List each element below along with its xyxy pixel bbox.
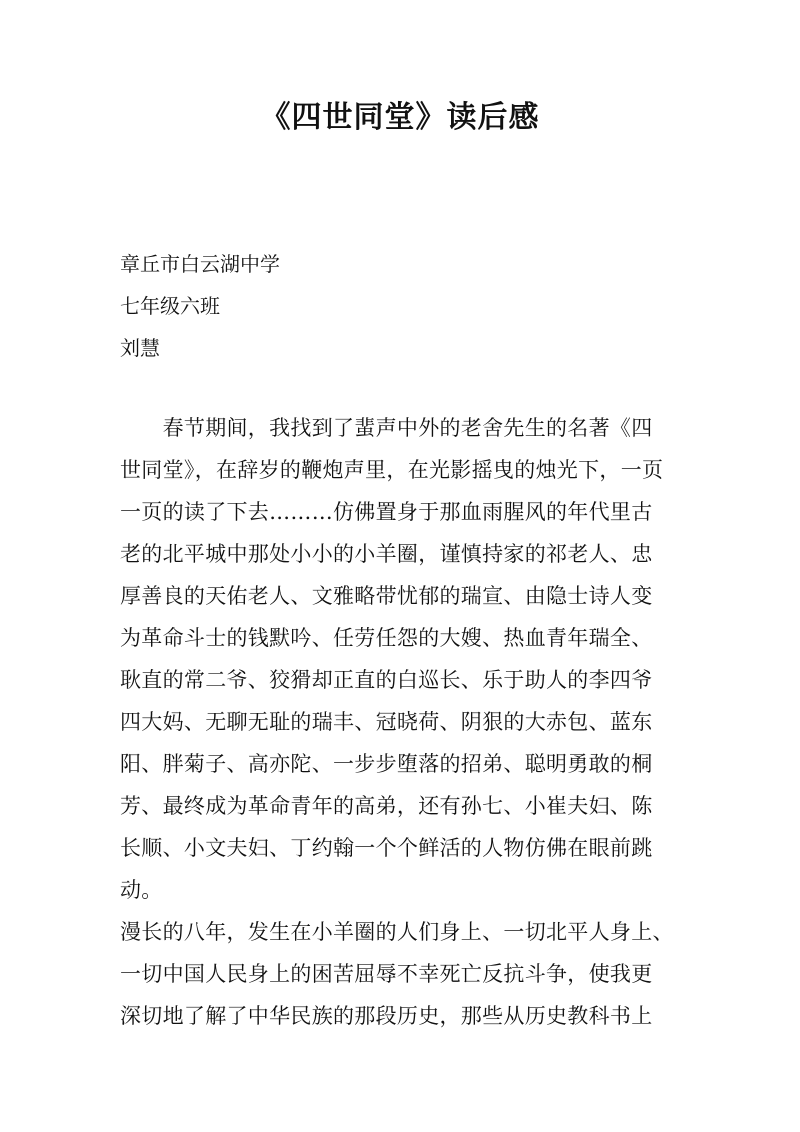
- body-line: 阳、胖菊子、高亦陀、一步步堕落的招弟、聪明勇敢的桐: [120, 752, 653, 776]
- school-name: 章丘市白云湖中学: [120, 252, 280, 276]
- body-line: 深切地了解了中华民族的那段历史，那些从历史教科书上: [120, 1004, 653, 1028]
- body-line: 老的北平城中那处小小的小羊圈，谨慎持家的祁老人、忠: [120, 542, 653, 566]
- body-line: 一页的读了下去………仿佛置身于那血雨腥风的年代里古: [120, 500, 653, 524]
- body-line: 动。: [120, 878, 163, 902]
- body-line: 一切中国人民身上的困苦屈辱不幸死亡反抗斗争，使我更: [120, 962, 653, 986]
- body-line: 春节期间，我找到了蜚声中外的老舍先生的名著《四: [120, 416, 653, 440]
- body-line: 世同堂》，在辞岁的鞭炮声里，在光影摇曳的烛光下，一页: [120, 458, 664, 482]
- body-line: 耿直的常二爷、狡猾却正直的白巡长、乐于助人的李四爷: [120, 668, 653, 692]
- author-name: 刘慧: [120, 336, 160, 360]
- body-line: 长顺、小文夫妇、丁约翰一个个鲜活的人物仿佛在眼前跳: [120, 836, 653, 860]
- body-line: 厚善良的天佑老人、文雅略带忧郁的瑞宣、由隐士诗人变: [120, 584, 653, 608]
- body-line: 为革命斗士的钱默吟、任劳任怨的大嫂、热血青年瑞全、: [120, 626, 653, 650]
- author-block: [120, 243, 280, 369]
- body-line: 四大妈、无聊无耻的瑞丰、冠晓荷、阴狠的大赤包、蓝东: [120, 710, 653, 734]
- document-title: 《四世同堂》读后感: [260, 100, 540, 135]
- body-line: 漫长的八年，发生在小羊圈的人们身上、一切北平人身上、: [120, 920, 674, 944]
- document-body: [120, 407, 680, 1037]
- class-name: 七年级六班: [120, 294, 220, 318]
- body-line: 芳、最终成为革命青年的高弟，还有孙七、小崔夫妇、陈: [120, 794, 653, 818]
